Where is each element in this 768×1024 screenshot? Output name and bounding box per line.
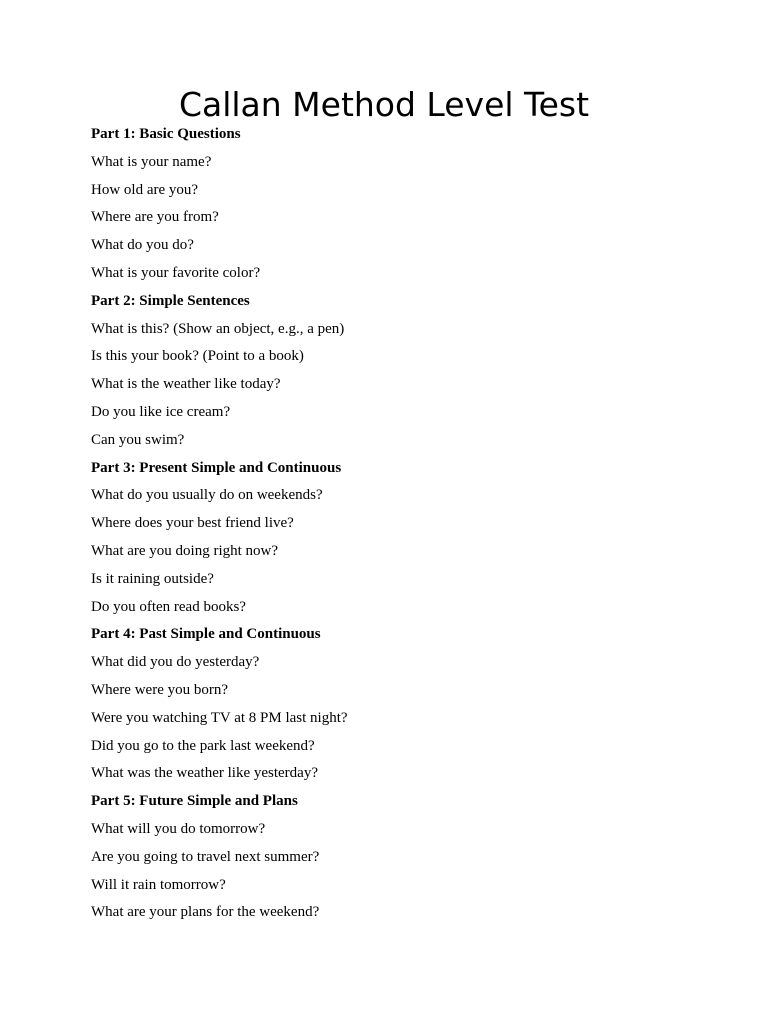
question-item: Where are you from?	[91, 209, 219, 226]
question-item: What do you do?	[91, 237, 194, 254]
section-heading: Part 3: Present Simple and Continuous	[91, 459, 342, 476]
document-body	[91, 122, 731, 928]
question-item: Is this your book? (Point to a book)	[91, 348, 304, 365]
question-item: What is your favorite color?	[91, 264, 261, 281]
question-item: Do you like ice cream?	[91, 403, 231, 420]
question-item: Can you swim?	[91, 431, 185, 448]
question-item: What is the weather like today?	[91, 376, 281, 393]
document-title: Callan Method Level Test	[178, 85, 590, 124]
question-item: Do you often read books?	[91, 598, 246, 615]
question-item: Will it rain tomorrow?	[91, 876, 226, 893]
section-heading: Part 2: Simple Sentences	[91, 292, 250, 309]
question-item: Where were you born?	[91, 681, 229, 698]
question-item: Is it raining outside?	[91, 570, 214, 587]
section-heading: Part 4: Past Simple and Continuous	[91, 626, 321, 643]
question-item: Where does your best friend live?	[91, 515, 294, 532]
question-item: What did you do yesterday?	[91, 654, 260, 671]
section-heading: Part 5: Future Simple and Plans	[91, 793, 298, 810]
question-item: What are you doing right now?	[91, 542, 279, 559]
question-item: Are you going to travel next summer?	[91, 848, 320, 865]
question-item: What are your plans for the weekend?	[91, 904, 320, 921]
question-item: What is this? (Show an object, e.g., a pen)	[91, 320, 345, 337]
section-heading: Part 1: Basic Questions	[91, 126, 241, 142]
question-item: Did you go to the park last weekend?	[91, 737, 315, 754]
question-item: What was the weather like yesterday?	[91, 765, 318, 782]
question-item: What will you do tomorrow?	[91, 820, 266, 837]
question-item: What do you usually do on weekends?	[91, 487, 323, 504]
question-item: What is your name?	[91, 153, 212, 170]
question-item: How old are you?	[91, 181, 199, 198]
question-item: Were you watching TV at 8 PM last night?	[91, 709, 348, 726]
